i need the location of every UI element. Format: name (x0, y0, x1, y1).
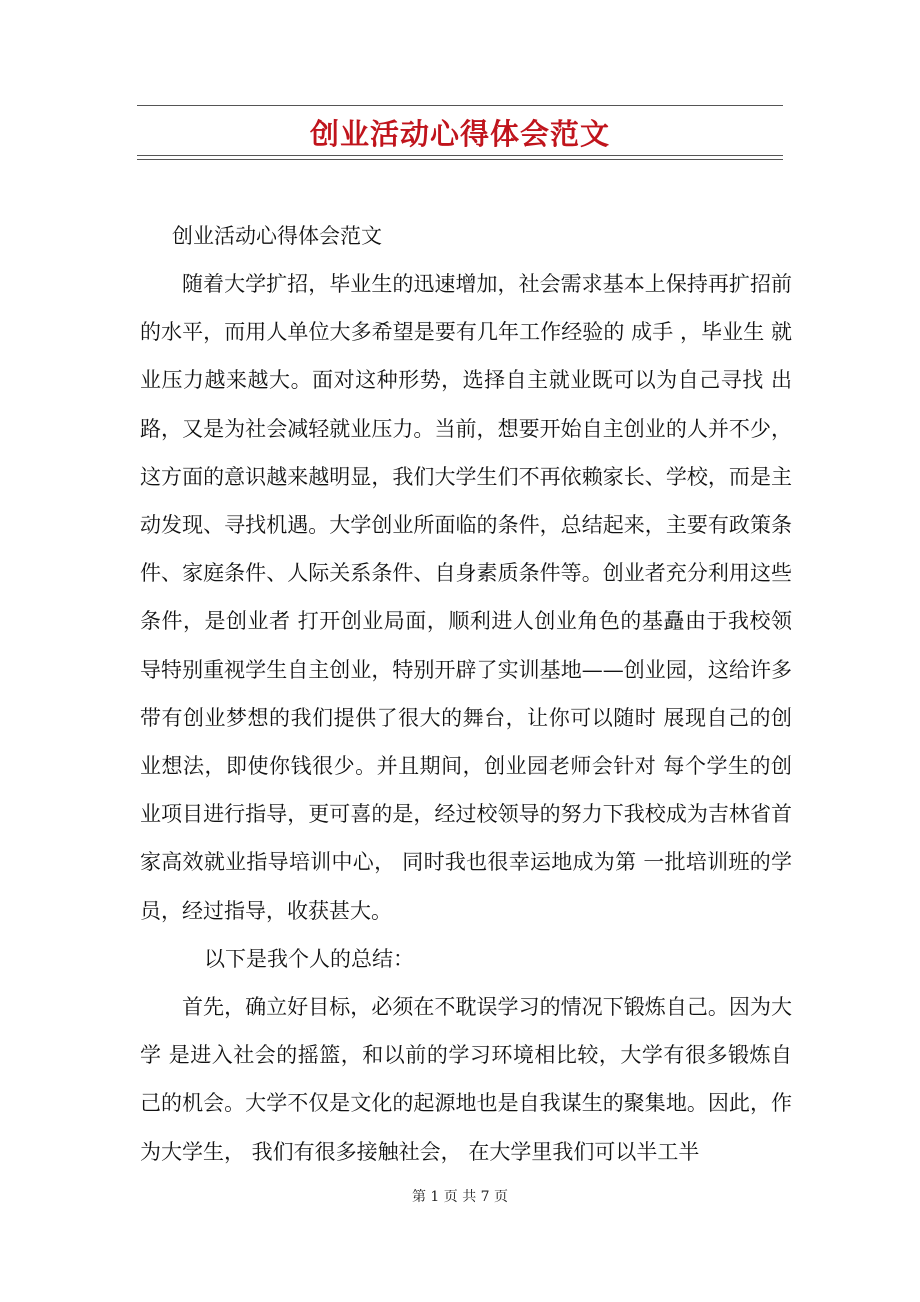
paragraph-2: 以下是我个人的总结： (204, 946, 414, 971)
page-number: 第 1 页 共 7 页 (411, 1189, 509, 1205)
header-bottom-rule-double (137, 159, 783, 160)
header-bottom-rule (137, 155, 783, 156)
header-top-rule (137, 105, 783, 106)
document-title: 创业活动心得体会范文 (309, 117, 610, 151)
document-body (140, 216, 792, 1176)
body-subtitle: 创业活动心得体会范文 (172, 224, 382, 248)
paragraph-3: 首先，确立好目标，必须在不耽误学习的情况下锻炼自己。因为大学 是进入社会的摇篮，和以前的学习环境相比较，大学有很多锻炼自己的机会。大学不仅是文化的起源地也是自我谋生的聚集地。因此，作为大学生， 我们有很多接触社会， 在大学里我们可以半工半 (140, 995, 792, 1164)
paragraph-1: 随着大学扩招，毕业生的迅速增加，社会需求基本上保持再扩招前的水平，而用人单位大多希望是要有几年工作经验的 成手 ，毕业生 就业压力越来越大。面对这种形势，选择自主就业既可以为自己寻找 出路，又是为社会减轻就业压力。当前，想要开始自主创业的人并不少，这方面的意识越来越明显，我们大学生们不再依赖家长、学校，而是主动发现、寻找机遇。大学创业所面临的条件，总结起来，主要有政策条件、家庭条件、人际关系条件、自身素质条件等。创业者充分利用这些条件，是创业者 打开创业局面，顺利进人创业角色的基矗由于我校领导特别重视学生自主创业，特别开辟了实训基地——创业园，这给许多带有创业梦想的我们提供了很大的舞台，让你可以随时 展现自己的创业想法，即使你钱很少。并且期间，创业园老师会针对 每个学生的创业项目进行指导，更可喜的是，经过校领导的努力下我校成为吉林省首家高效就业指导培训中心， 同时我也很幸运地成为第 一批培训班的学员，经过指导，收获甚大。 (140, 272, 792, 923)
